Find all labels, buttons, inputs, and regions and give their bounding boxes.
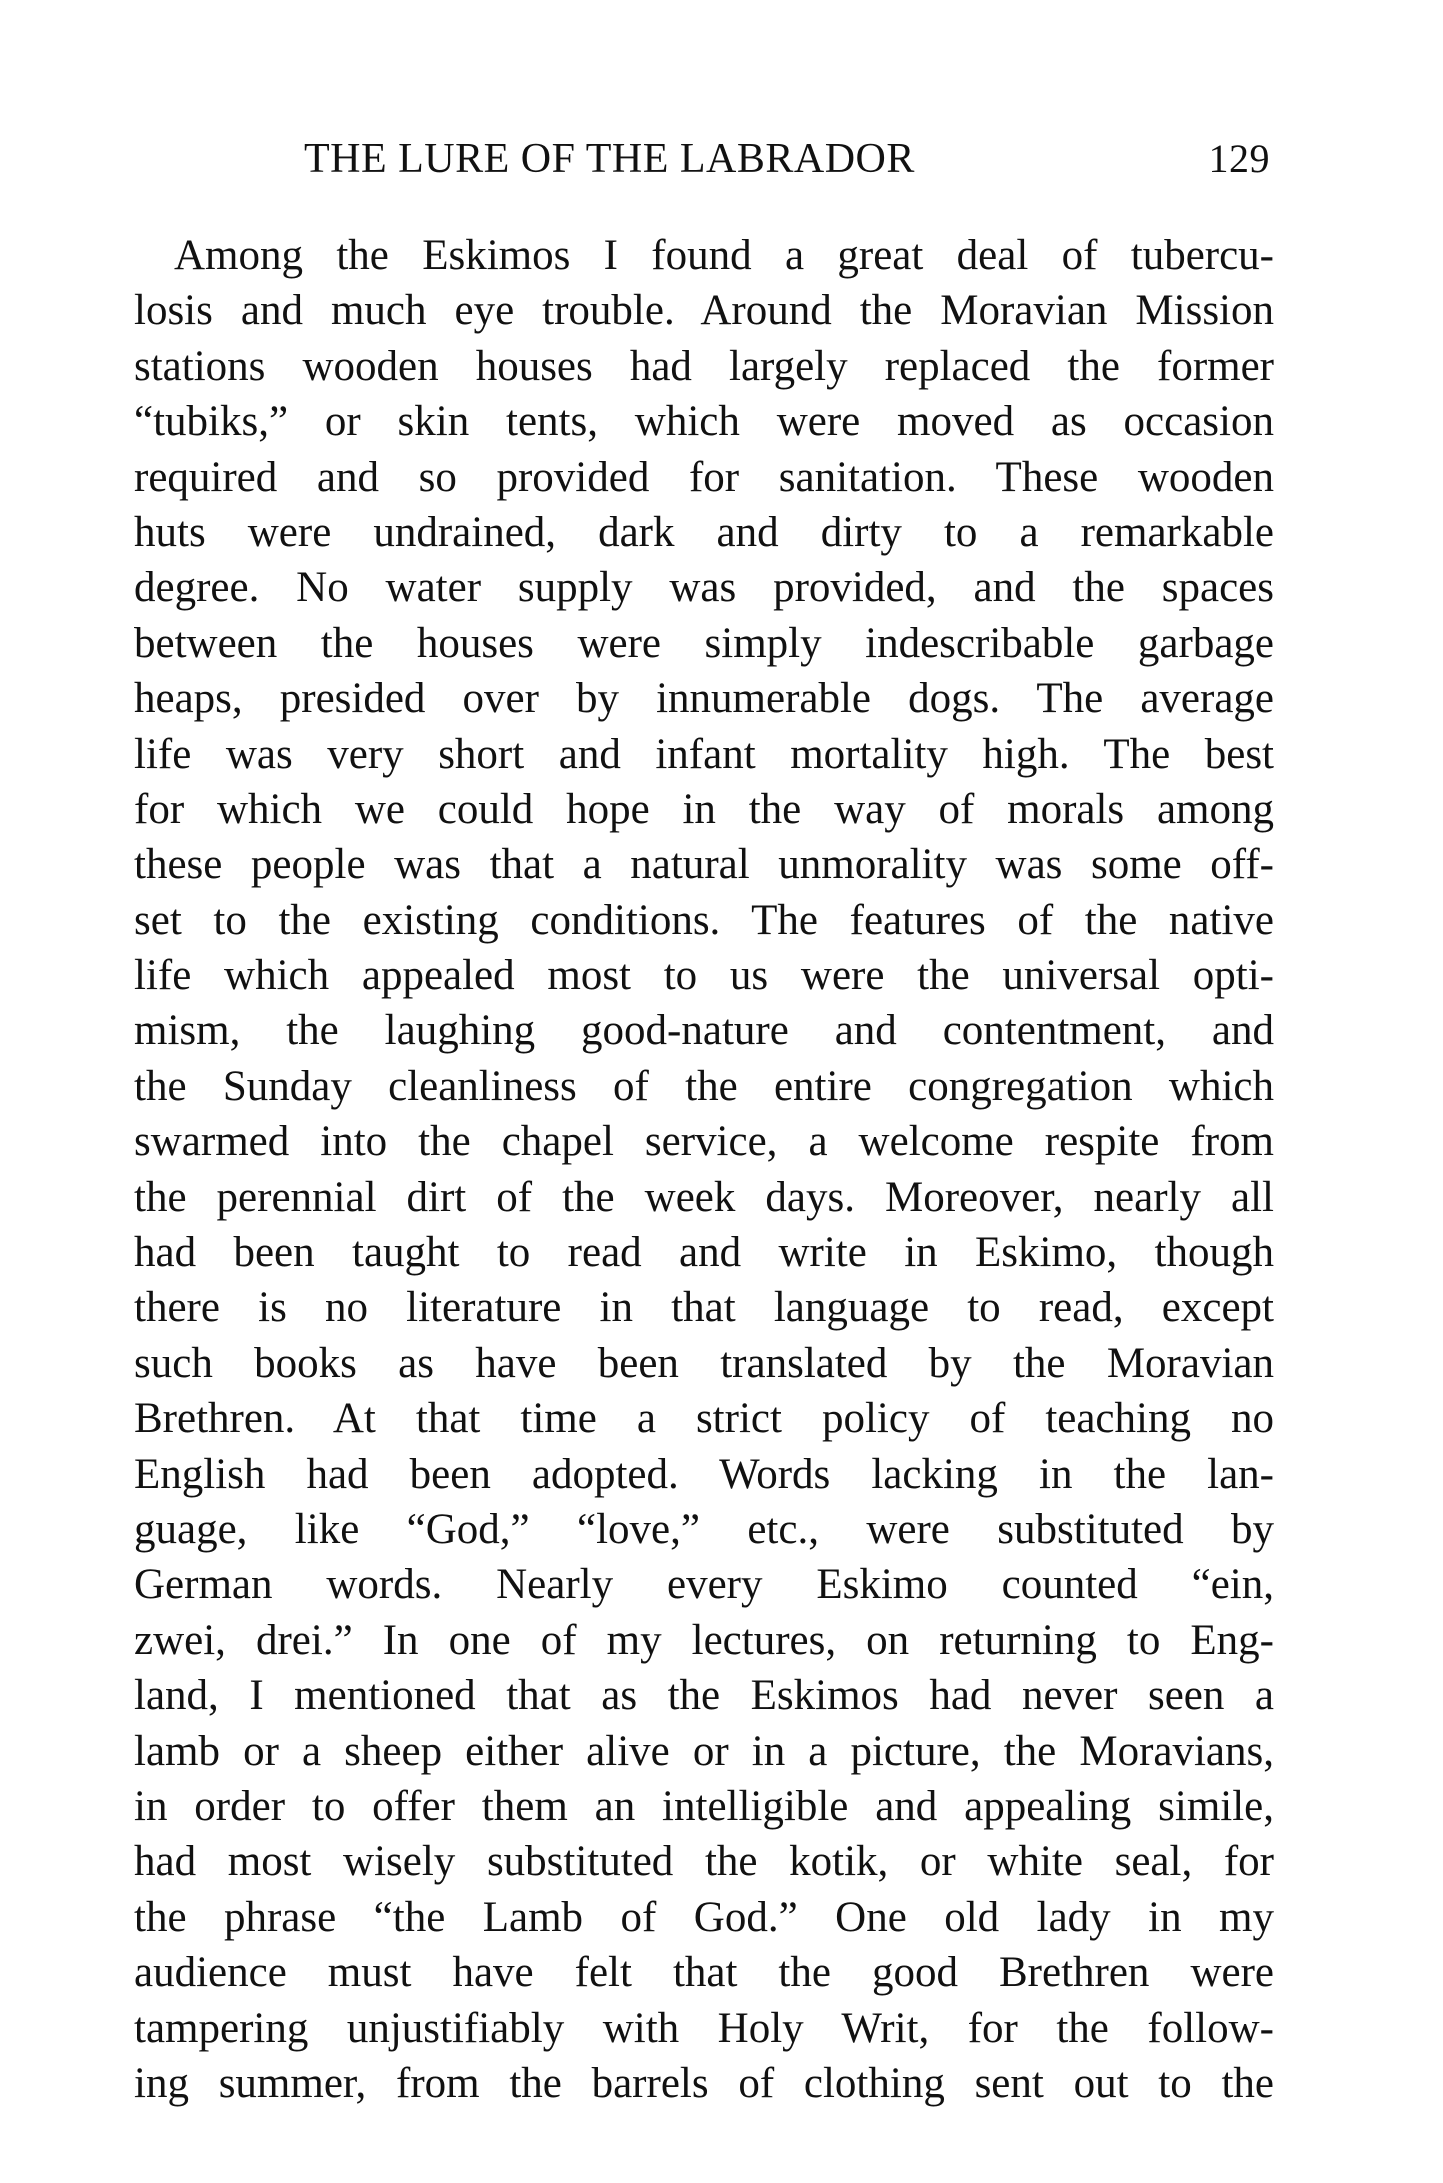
text-line: English had been adopted. Words lacking in the lan- [134,1450,1274,1498]
text-line: in order to offer them an intelligible and appealing simile, [134,1782,1274,1830]
text-line: lamb or a sheep either alive or in a picture, the Moravians, [134,1727,1274,1775]
text-line: ing summer, from the barrels of clothing sent out to the [134,2059,1274,2107]
text-line: set to the existing conditions. The features of the native [134,896,1274,944]
text-line: Among the Eskimos I found a great deal of tubercu- [174,232,1274,279]
body-text [134,228,1274,2111]
text-line: the perennial dirt of the week days. Moreover, nearly all [134,1173,1274,1221]
text-line: stations wooden houses had largely replaced the former [134,342,1274,390]
text-line: life was very short and infant mortality high. The best [134,730,1274,778]
text-line: German words. Nearly every Eskimo counted “ein, [134,1561,1274,1609]
text-line: had most wisely substituted the kotik, or white seal, for [134,1838,1274,1886]
running-head [136,134,1270,184]
text-line: guage, like “God,” “love,” etc., were substituted by [134,1505,1274,1553]
text-line: required and so provided for sanitation. These wooden [134,453,1274,501]
text-line: Brethren. At that time a strict policy of teaching no [134,1395,1274,1443]
text-line: these people was that a natural unmorality was some off- [134,841,1274,889]
text-line: huts were undrained, dark and dirty to a remarkable [134,508,1274,556]
running-title: THE LURE OF THE LABRADOR [304,136,915,182]
text-line: “tubiks,” or skin tents, which were moved as occasion [134,398,1274,446]
text-line: there is no literature in that language to read, except [134,1284,1274,1332]
text-line: losis and much eye trouble. Around the Moravian Mission [134,287,1274,335]
text-line: had been taught to read and write in Eskimo, though [134,1229,1274,1277]
text-line: swarmed into the chapel service, a welcome respite from [134,1118,1274,1166]
text-line: such books as have been translated by the Moravian [134,1339,1274,1387]
text-line: audience must have felt that the good Brethren were [134,1949,1274,1997]
text-line: life which appealed most to us were the universal opti- [134,952,1274,1000]
text-line: land, I mentioned that as the Eskimos had never seen a [134,1672,1274,1720]
text-line: zwei, drei.” In one of my lectures, on returning to Eng- [134,1616,1274,1664]
text-line: for which we could hope in the way of morals among [134,785,1274,833]
text-line: between the houses were simply indescribable garbage [134,619,1274,667]
text-line: the phrase “the Lamb of God.” One old lady in my [134,1893,1274,1941]
text-line: tampering unjustifiably with Holy Writ, for the follow- [134,2004,1274,2052]
text-line: mism, the laughing good-nature and contentment, and [134,1007,1274,1055]
text-line: degree. No water supply was provided, and the spaces [134,564,1274,612]
text-line: the Sunday cleanliness of the entire congregation which [134,1062,1274,1110]
page-number: 129 [1208,136,1270,181]
text-line: heaps, presided over by innumerable dogs. The average [134,675,1274,723]
